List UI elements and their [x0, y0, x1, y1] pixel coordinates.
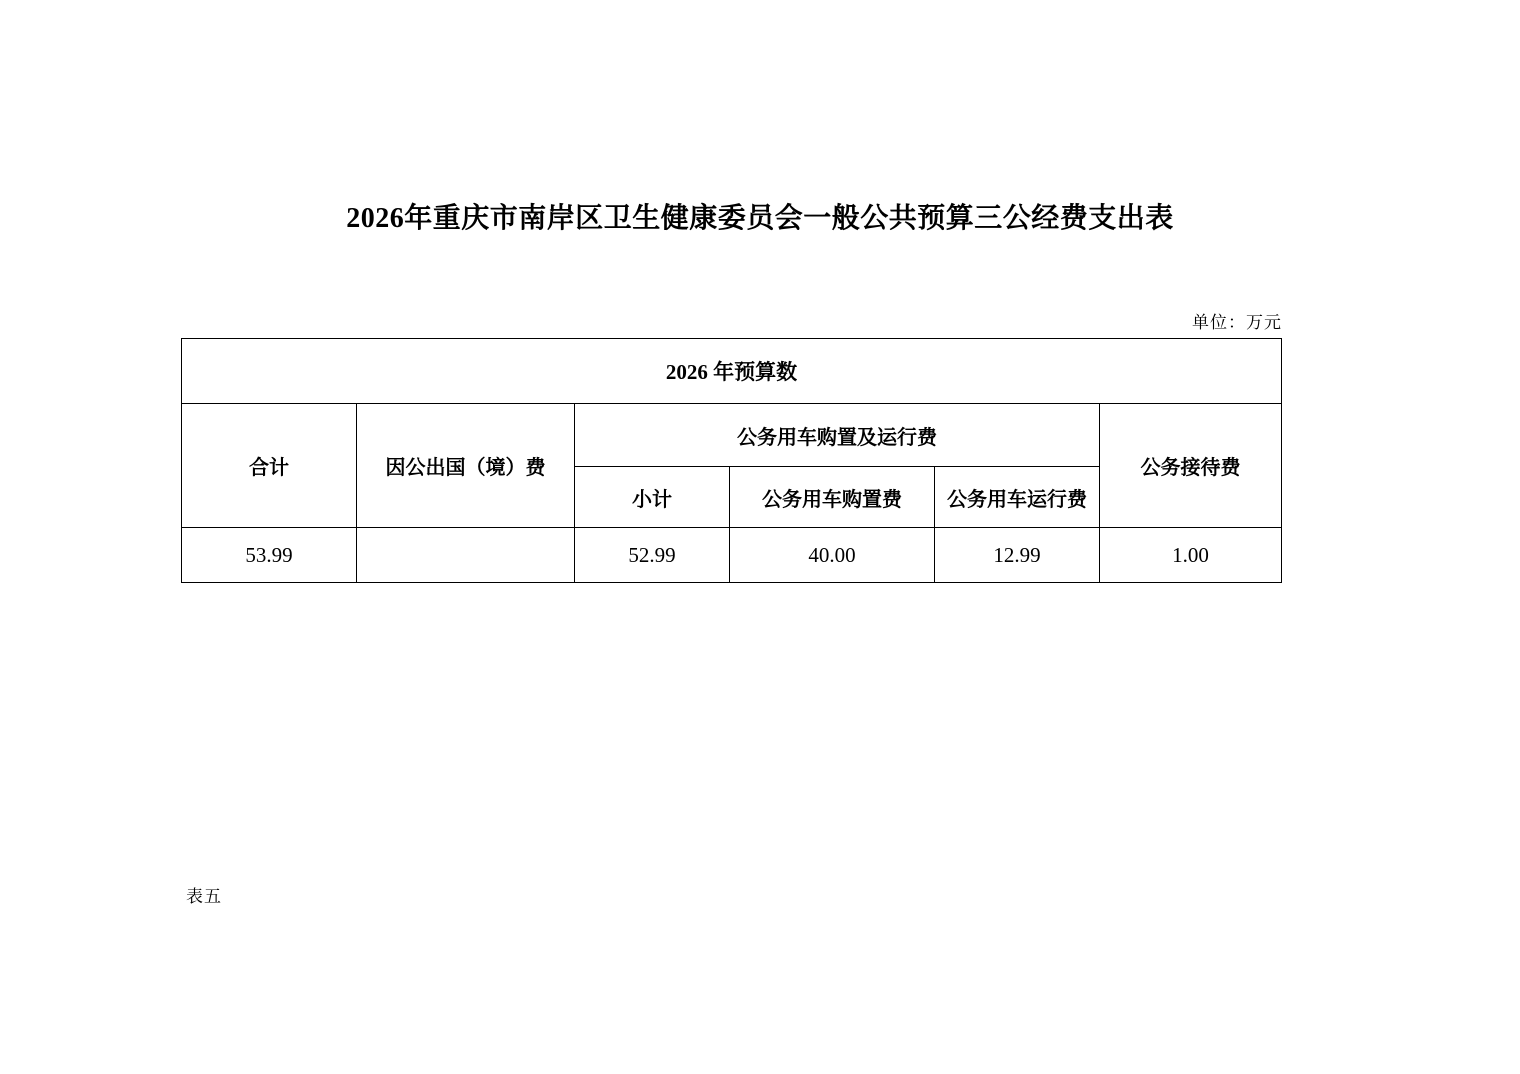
table-header-group — [182, 404, 1282, 467]
page-title: 2026年重庆市南岸区卫生健康委员会一般公共预算三公经费支出表 — [346, 203, 1174, 234]
header-reception: 公务接待费 — [1100, 404, 1282, 528]
cell-reception: 1.00 — [1100, 528, 1282, 583]
header-vehicle-group: 公务用车购置及运行费 — [575, 404, 1100, 467]
cell-abroad — [357, 528, 575, 583]
table-row — [182, 528, 1282, 583]
header-abroad: 因公出国（境）费 — [357, 404, 575, 528]
header-total: 合计 — [182, 404, 357, 528]
table-header-top — [182, 339, 1282, 404]
cell-vehicle-operation: 12.99 — [935, 528, 1100, 583]
cell-total: 53.99 — [182, 528, 357, 583]
unit-label: 单位：万元 — [1192, 313, 1282, 333]
footer-note: 表五 — [186, 887, 222, 907]
header-vehicle-purchase: 公务用车购置费 — [730, 467, 935, 528]
header-vehicle-subtotal: 小计 — [575, 467, 730, 528]
budget-table — [181, 338, 1282, 583]
header-vehicle-operation: 公务用车运行费 — [935, 467, 1100, 528]
cell-vehicle-subtotal: 52.99 — [575, 528, 730, 583]
header-year-budget: 2026 年预算数 — [182, 339, 1282, 404]
cell-vehicle-purchase: 40.00 — [730, 528, 935, 583]
